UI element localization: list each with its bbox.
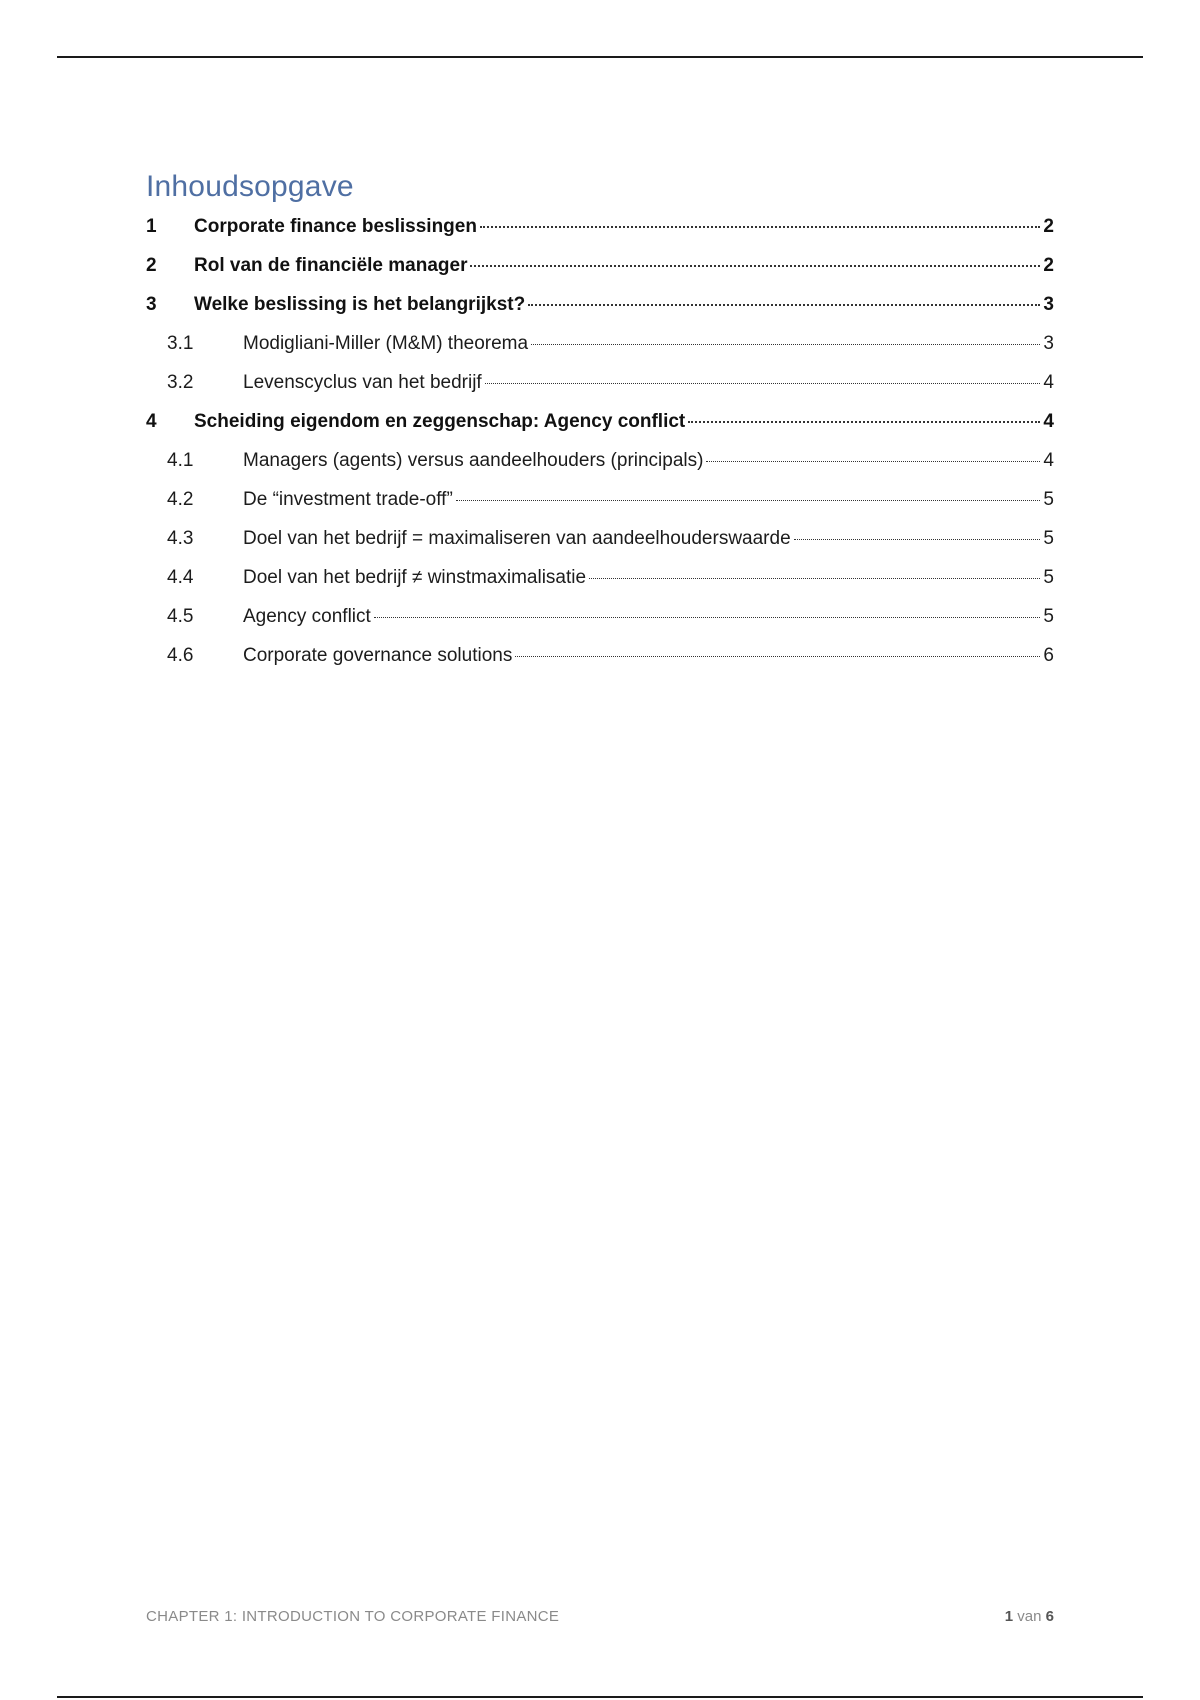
- toc-entry-number: 4.3: [167, 528, 194, 549]
- toc-dot-leader: [515, 656, 1040, 657]
- toc-entry[interactable]: [146, 489, 1054, 528]
- toc-entry-number: 3.1: [167, 333, 194, 354]
- toc-entry-number: 1: [146, 216, 157, 237]
- toc-entry-title[interactable]: Corporate governance solutions: [243, 645, 513, 666]
- toc-entry[interactable]: [146, 645, 1054, 684]
- toc-entry-title[interactable]: Welke beslissing is het belangrijkst?: [194, 294, 526, 315]
- toc-dot-leader: [688, 421, 1040, 423]
- toc-entry-number: 3.2: [167, 372, 194, 393]
- toc-entry[interactable]: [146, 411, 1054, 450]
- footer-page-number: [1005, 1608, 1054, 1625]
- toc-dot-leader: [374, 617, 1041, 618]
- toc-dot-leader: [706, 461, 1040, 462]
- toc-entry-page[interactable]: 5: [1043, 567, 1054, 588]
- toc-heading: Inhoudsopgave: [146, 170, 354, 203]
- toc-entry-title[interactable]: Corporate finance beslissingen: [194, 216, 477, 237]
- toc-entry-number: 4: [146, 411, 157, 432]
- toc-entry-title[interactable]: Rol van de financiële manager: [194, 255, 468, 276]
- toc-entry-page[interactable]: 2: [1043, 255, 1054, 276]
- toc-entry-page[interactable]: 2: [1043, 216, 1054, 237]
- footer-page-current: 1: [1004, 1608, 1014, 1625]
- footer-chapter-title: CHAPTER 1: INTRODUCTION TO CORPORATE FINANCE: [146, 1608, 560, 1625]
- toc-entry[interactable]: [146, 294, 1054, 333]
- toc-entry[interactable]: [146, 606, 1054, 645]
- toc-entry[interactable]: [146, 567, 1054, 606]
- toc-entry-page[interactable]: 5: [1043, 606, 1054, 627]
- toc-entry-page[interactable]: 4: [1043, 372, 1054, 393]
- toc-entry-number: 4.2: [167, 489, 194, 510]
- toc-entry-page[interactable]: 4: [1043, 450, 1054, 471]
- toc-dot-leader: [485, 383, 1041, 384]
- toc-entry-title[interactable]: De “investment trade-off”: [243, 489, 453, 510]
- toc-list: [146, 216, 1054, 684]
- footer-page-total: 6: [1045, 1608, 1054, 1625]
- toc-entry[interactable]: [146, 216, 1054, 255]
- footer-page-separator: van: [1017, 1608, 1042, 1625]
- toc-dot-leader: [480, 226, 1040, 228]
- toc-entry-page[interactable]: 3: [1043, 333, 1054, 354]
- toc-dot-leader: [470, 265, 1040, 267]
- toc-entry[interactable]: [146, 372, 1054, 411]
- toc-dot-leader: [456, 500, 1041, 501]
- toc-entry-title[interactable]: Doel van het bedrijf ≠ winstmaximalisatie: [243, 567, 587, 588]
- toc-entry-page[interactable]: 3: [1043, 294, 1054, 315]
- toc-entry-title[interactable]: Doel van het bedrijf = maximaliseren van aandeelhouderswaarde: [243, 528, 791, 549]
- toc-entry-number: 4.5: [167, 606, 194, 627]
- footer-rule: [57, 1696, 1143, 1698]
- toc-entry-page[interactable]: 5: [1043, 489, 1054, 510]
- table-of-contents: [146, 170, 1054, 684]
- toc-entry-number: 4.1: [167, 450, 194, 471]
- toc-entry-title[interactable]: Scheiding eigendom en zeggenschap: Agency conflict: [194, 411, 686, 432]
- toc-entry[interactable]: [146, 528, 1054, 567]
- toc-entry-number: 2: [146, 255, 157, 276]
- toc-dot-leader: [531, 344, 1040, 345]
- page-footer: [146, 1608, 1054, 1625]
- toc-dot-leader: [528, 304, 1040, 306]
- toc-entry-page[interactable]: 4: [1043, 411, 1054, 432]
- toc-entry-number: 3: [146, 294, 157, 315]
- toc-entry[interactable]: [146, 333, 1054, 372]
- toc-entry[interactable]: [146, 450, 1054, 489]
- toc-entry-number: 4.6: [167, 645, 194, 666]
- toc-entry-page[interactable]: 6: [1043, 645, 1054, 666]
- toc-entry-number: 4.4: [167, 567, 194, 588]
- toc-entry-title[interactable]: Managers (agents) versus aandeelhouders (principals): [243, 450, 704, 471]
- toc-entry-title[interactable]: Levenscyclus van het bedrijf: [243, 372, 482, 393]
- toc-entry-page[interactable]: 5: [1043, 528, 1054, 549]
- toc-dot-leader: [589, 578, 1040, 579]
- toc-entry-title[interactable]: Agency conflict: [243, 606, 371, 627]
- toc-dot-leader: [794, 539, 1041, 540]
- toc-entry-title[interactable]: Modigliani-Miller (M&M) theorema: [243, 333, 529, 354]
- toc-entry[interactable]: [146, 255, 1054, 294]
- header-rule: [57, 56, 1143, 58]
